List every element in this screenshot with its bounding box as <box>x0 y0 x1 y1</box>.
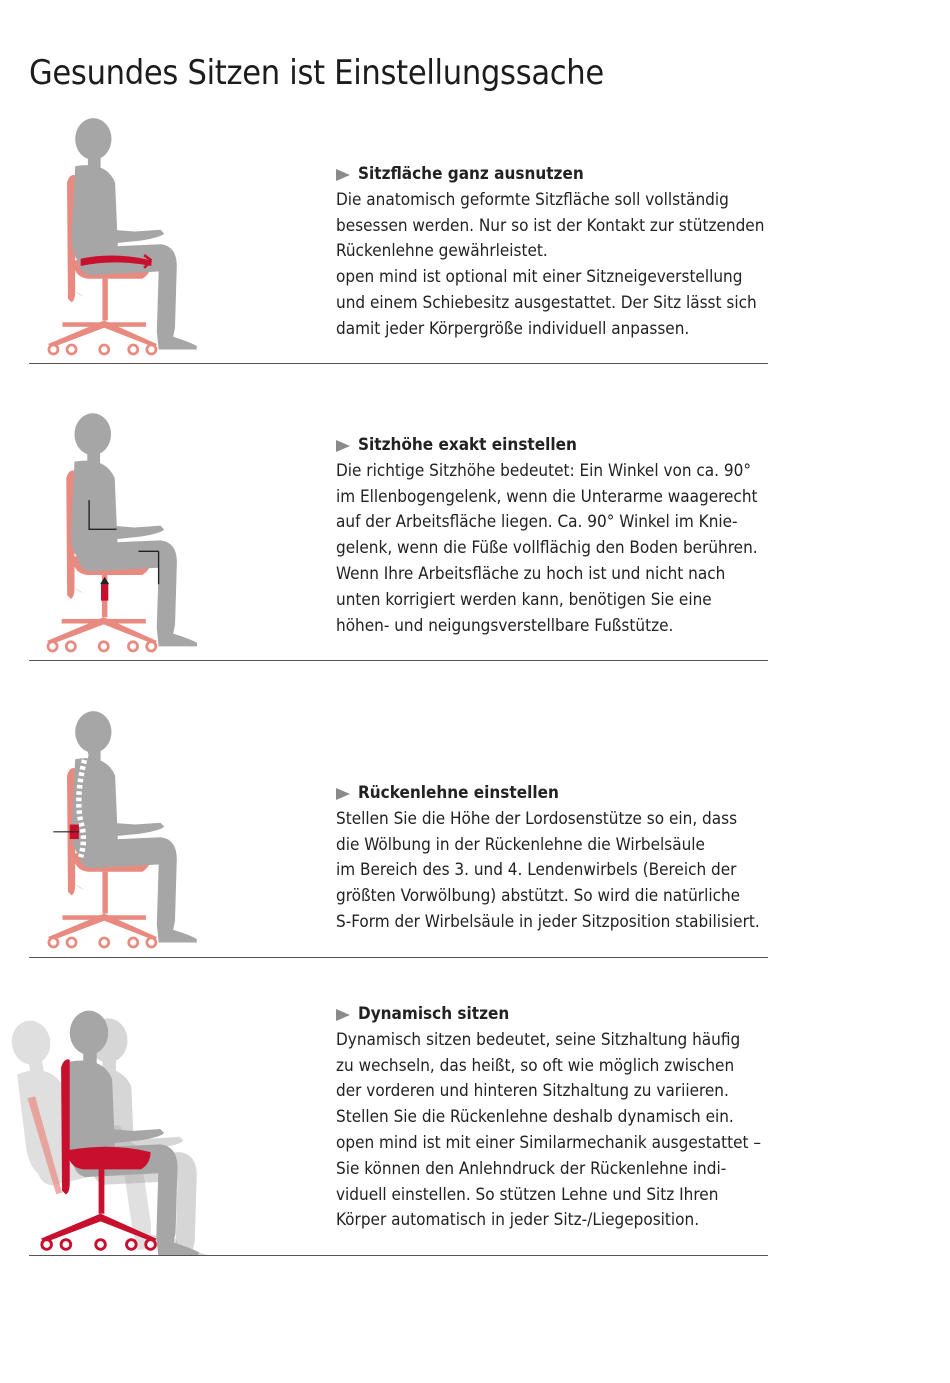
dynamic-sitting-illustration <box>0 1002 330 1256</box>
section-heading: Dynamisch sitzen <box>336 1002 776 1028</box>
section-divider <box>29 957 768 958</box>
chair-seat-illustration <box>0 110 330 364</box>
section-heading: Sitzhöhe exakt einstellen <box>336 433 776 459</box>
section-divider <box>29 363 768 364</box>
section-heading: Rückenlehne einstellen <box>336 781 776 807</box>
section-divider <box>29 660 768 661</box>
play-arrow-icon <box>336 788 350 800</box>
play-arrow-icon <box>336 440 350 452</box>
backrest-illustration <box>0 703 330 957</box>
play-arrow-icon <box>336 169 350 181</box>
page-title: Gesundes Sitzen ist Einstellungssache <box>29 52 604 93</box>
seat-height-illustration <box>0 405 330 661</box>
play-arrow-icon <box>336 1009 350 1021</box>
section-heading: Sitzfläche ganz ausnutzen <box>336 162 776 188</box>
section-divider <box>29 1255 768 1256</box>
